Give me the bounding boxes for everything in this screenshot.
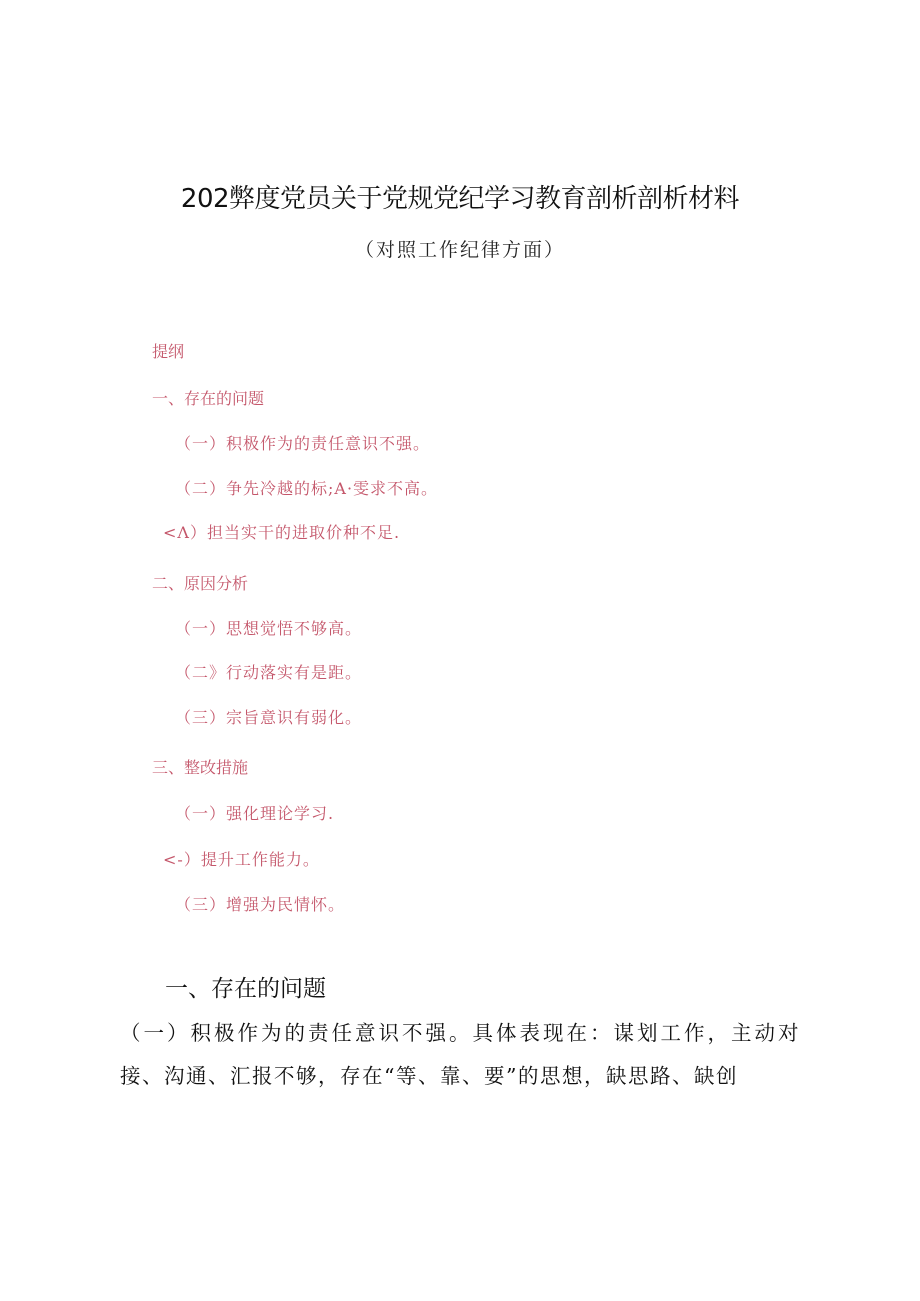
outline-item[interactable]: （三）宗旨意识有弱化。	[175, 708, 363, 727]
outline-label[interactable]: 提纲	[152, 342, 185, 361]
outline-item[interactable]: （三）增强为民情怀。	[175, 895, 346, 914]
document-subtitle: （对照工作纪律方面）	[354, 239, 565, 261]
body-section-heading: 一、存在的问题	[165, 976, 326, 1002]
outline-section-heading[interactable]: 二、原因分析	[152, 574, 249, 593]
body-paragraph: （一）积极作为的责任意识不强。具体表现在：谋划工作，主动对接、沟通、汇报不够，存在“等、靠、要”的思想，缺思路、缺创	[120, 1021, 800, 1088]
outline-item[interactable]: （二》行动落实有是距。	[175, 663, 363, 682]
outline-item[interactable]: （一）强化理论学习.	[175, 804, 335, 823]
outline-section-heading[interactable]: 三、整改措施	[152, 758, 249, 777]
outline-item[interactable]: （一）思想觉悟不够高。	[175, 619, 363, 638]
outline-section-heading[interactable]: 一、存在的问题	[152, 389, 265, 408]
outline-item[interactable]: （一）积极作为的责任意识不强。	[175, 434, 431, 453]
outline-item[interactable]: （二）争先冷越的标;A·雯求不高。	[175, 479, 439, 498]
body-paragraph-container	[120, 1012, 800, 1098]
outline-item[interactable]: <-）提升工作能力。	[163, 850, 320, 869]
outline-item[interactable]: <Λ）担当实干的进取价种不足.	[163, 523, 401, 542]
document-title: 202弊度党员关于党规党纪学习教育剖析剖析材料	[180, 184, 740, 214]
